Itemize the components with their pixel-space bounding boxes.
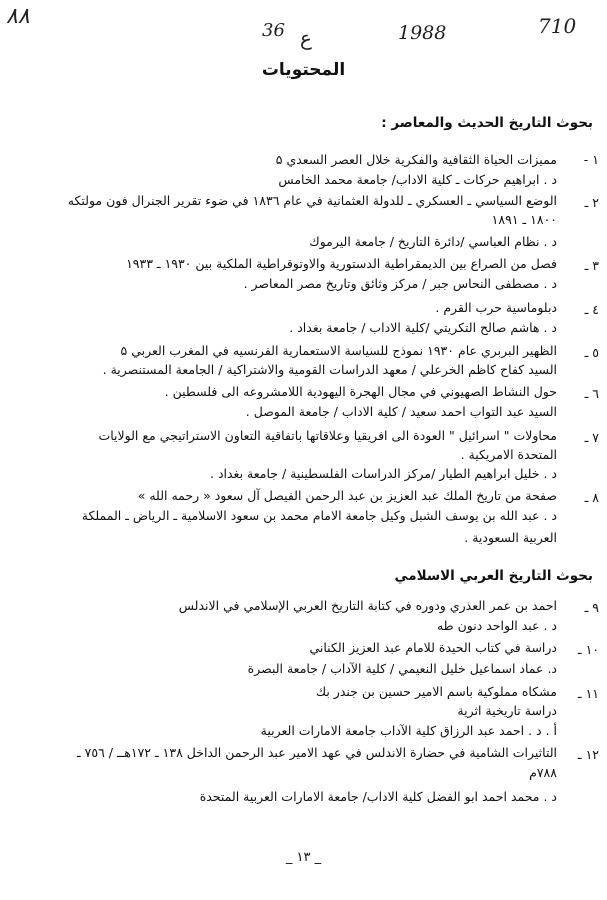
item-author: د . نظام العباسي /دائرة التاريخ / جامعة اليرموك [309, 234, 557, 249]
item-author-cont: العربية السعودية . [464, 530, 557, 545]
handwritten-note-top-left: ٨٨ [6, 4, 30, 29]
item-number: ٥ ـ [584, 345, 599, 360]
item-author: د . ابراهيم حركات ـ كلية الاداب/ جامعة محمد الخامس [278, 172, 557, 187]
item-author: د . خليل ابراهيم الطيار /مركز الدراسات الفلسطينية / جامعة بغداد . [210, 466, 557, 481]
item-author: د . عبد الله بن يوسف الشبل وكيل جامعة الامام محمد بن سعود الاسلامية ـ الرياض ـ المملكة [81, 508, 557, 523]
item-number: ٢ ـ [584, 195, 599, 210]
handwritten-note-letter: ع [300, 26, 312, 50]
item-author: د . هاشم صالح التكريتي /كلية الاداب / جامعة بغداد . [289, 320, 557, 335]
item-title-cont: المتحدة الامريكية . [460, 447, 557, 462]
item-number: ٣ ـ [584, 258, 599, 273]
item-number: ٦ ـ [584, 386, 599, 401]
section-heading-islamic-history: بحوث التاريخ العربي الاسلامي [394, 568, 593, 584]
item-number: ١٠ ـ [577, 642, 599, 657]
item-title: التاثيرات الشامية في حضارة الاندلس في عهد الامير عبد الرحمن الداخل ١٣٨ ـ ١٧٢هــ / ٧٥٦ ـ [77, 745, 557, 760]
page-title: المحتويات [261, 60, 346, 80]
item-title: مشكاه مملوكية باسم الامير حسين بن جندر بك [315, 684, 557, 699]
handwritten-note-year: 1988 [398, 22, 447, 44]
item-number: ١٢ ـ [577, 747, 599, 762]
handwritten-note-top-right: 710 [538, 14, 577, 38]
item-title: مميزات الحياة الثقافية والفكرية خلال العصر السعدي ۵ [275, 152, 557, 167]
handwritten-note-36: 36 [262, 20, 285, 41]
item-number: ٤ ـ [584, 302, 599, 317]
item-number: ١ - [583, 152, 599, 167]
item-author: د. عماد اسماعيل خليل النعيمي / كلية الآداب / جامعة البصرة [247, 661, 557, 676]
item-title: احمد بن عمر العذري ودوره في كتابة التاريخ العربي الإسلامي في الاندلس [178, 598, 557, 613]
item-author: د . عبد الواحد دنون طه [436, 618, 557, 633]
item-title-cont: ١٨٠٠ ـ ١٨٩١ [491, 212, 557, 227]
item-number: ٨ ـ [584, 490, 599, 505]
section-heading-modern-history: بحوث التاريخ الحديث والمعاصر : [381, 115, 593, 131]
item-author: أ . د . احمد عبد الرزاق كلية الآداب جامعة الامارات العربية [260, 723, 557, 738]
item-title: دراسة في كتاب الحيدة للامام عبد العزيز الكناني [309, 640, 557, 655]
item-title: حول النشاط الصهيوني في مجال الهجرة اليهودية اللامشروعه الى فلسطين . [164, 384, 557, 399]
item-author: د . محمد احمد ابو الفضل كلية الاداب/ جامعة الامارات العربية المتحدة [199, 789, 557, 804]
item-title: دبلوماسية حرب القرم . [435, 300, 557, 315]
page-number: _ ١٣ _ [285, 850, 322, 865]
item-title: الوضع السياسي ـ العسكري ـ للدولة العثمانية في عام ١٨٣٦ في ضوء تقرير الجنرال فون مولتكه [67, 193, 557, 208]
item-number: ١١ ـ [577, 686, 599, 701]
item-number: ٧ ـ [584, 430, 599, 445]
item-title: الظهير البربري عام ١٩٣٠ نموذج للسياسة الاستعمارية الفرنسيه في المغرب العربي ۵ [120, 343, 557, 358]
item-title-cont: ٧٨٨م [529, 765, 557, 780]
item-author: السيد كفاح كاظم الخرعلي / معهد الدراسات القومية والاشتراكية / الجامعة المستنصرية . [102, 362, 557, 377]
item-author: السيد عبد التواب احمد سعيد / كلية الاداب / جامعة الموصل . [245, 404, 557, 419]
item-number: ٩ ـ [584, 600, 599, 615]
item-title: محاولات " اسرائيل " العودة الى افريقيا وعلاقاتها باتفاقية التعاون الاستراتيجي مع الولايات [98, 428, 557, 443]
item-title: صفحة من تاريخ الملك عبد العزيز بن عبد الرحمن الفيصل آل سعود « رحمه الله » [137, 488, 557, 503]
item-title: فصل من الصراع بين الديمقراطية الدستورية والاوتوقراطية الملكية بين ١٩٣٠ ـ ١٩٣٣ [126, 256, 557, 271]
item-title-cont: دراسة تاريخية اثرية [457, 703, 557, 718]
item-author: د . مصطفى النحاس جبر / مركز وثائق وتاريخ مصر المعاصر . [243, 276, 557, 291]
